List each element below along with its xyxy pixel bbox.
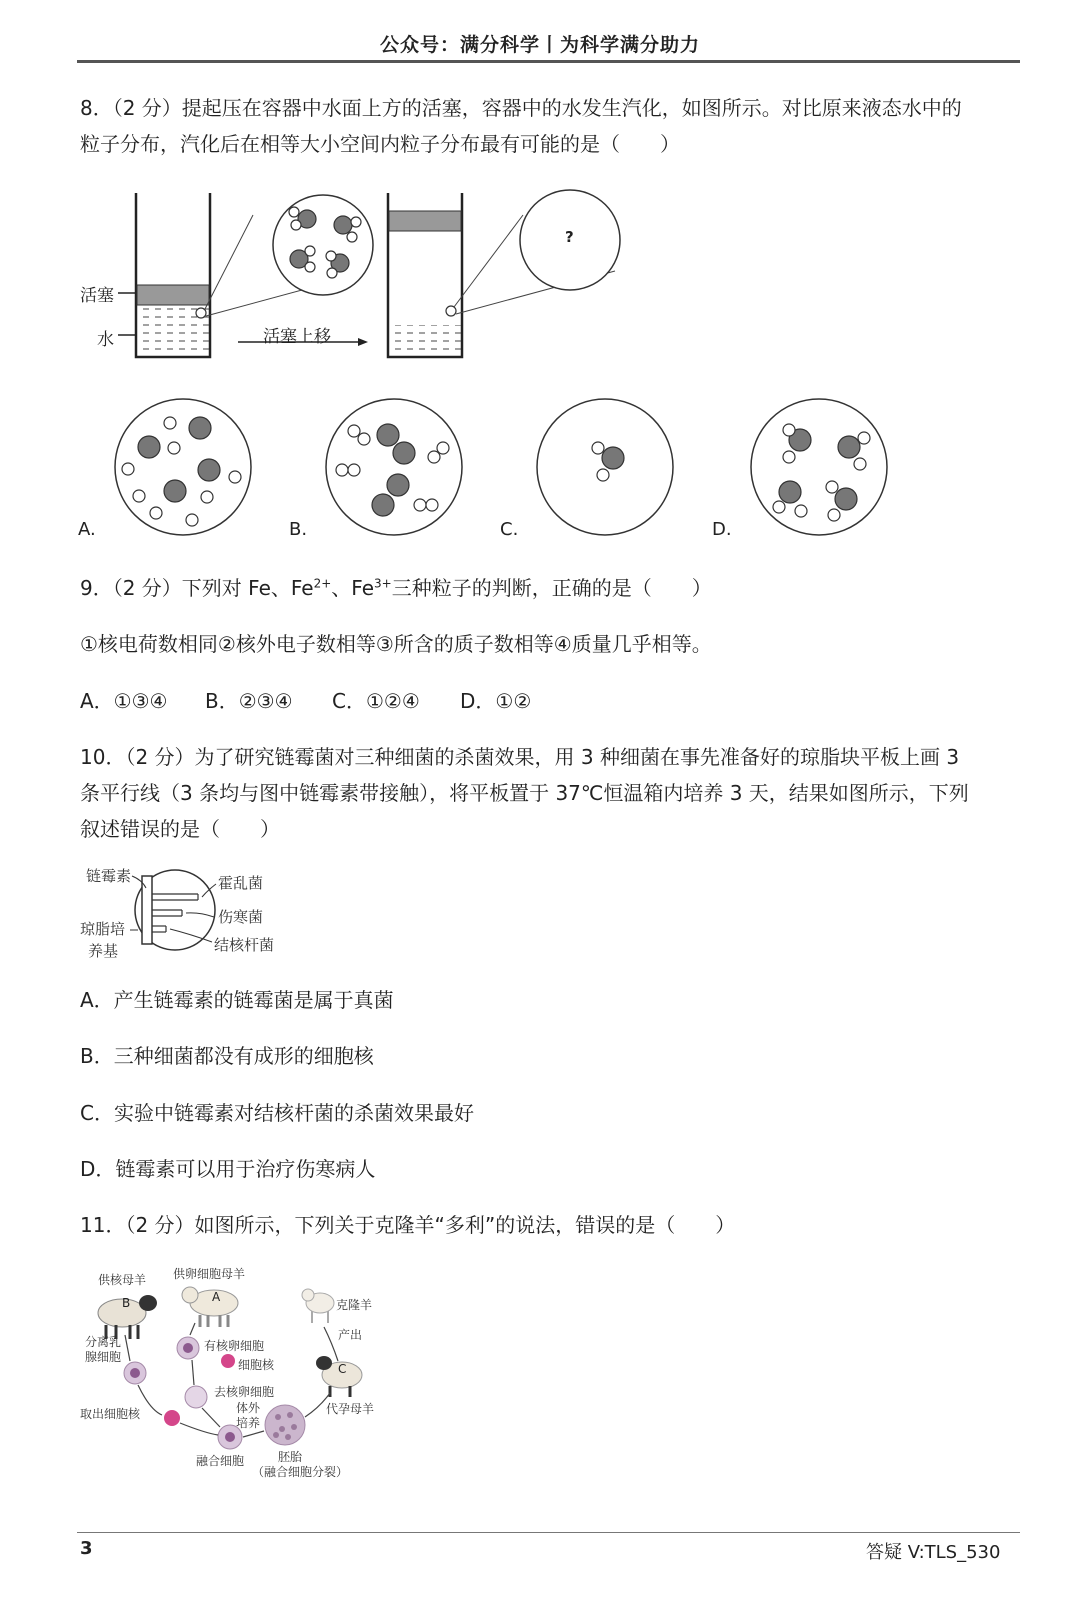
q9-stem: 9．（2 分）下列对 Fe、$Fe^{2+}$、$Fe^{3+}$三种粒子的判断，正确的是（ ） bbox=[80, 576, 712, 600]
streptomycin-label: 链霉素 bbox=[86, 867, 132, 885]
option-c-circle bbox=[537, 399, 673, 535]
mark-b: B bbox=[122, 1296, 131, 1310]
typhoid-label: 伤寒菌 bbox=[218, 908, 264, 926]
q8-option-c: C. bbox=[500, 519, 519, 540]
zoom-circle-1 bbox=[273, 195, 373, 295]
clone-sheep bbox=[302, 1289, 334, 1323]
mammary-label-1: 分离乳 bbox=[85, 1335, 122, 1349]
q11-stem: 11．（2 分）如图所示，下列关于克隆羊“多利”的说法，错误的是（ ） bbox=[80, 1213, 736, 1237]
in-vitro-label-2: 培养 bbox=[236, 1416, 261, 1430]
piston-label: 活塞 bbox=[80, 286, 114, 306]
birth-label: 产出 bbox=[338, 1328, 363, 1342]
q8-stem-line1: 8．（2 分）提起压在容器中水面上方的活塞，容器中的水发生汽化，如图所示。对比原来液态水中的 bbox=[80, 96, 962, 120]
fused-cell-label: 融合细胞 bbox=[196, 1454, 245, 1468]
agar-label-1: 琼脂培 bbox=[80, 920, 126, 938]
option-d-circle bbox=[751, 399, 887, 535]
q9-option-c: C．①②④ bbox=[332, 689, 420, 713]
cholera-label: 霍乱菌 bbox=[218, 874, 264, 892]
tb-label: 结核杆菌 bbox=[214, 936, 275, 954]
surrogate-label: 代孕母羊 bbox=[326, 1402, 375, 1416]
piston-move-label: 活塞上移 bbox=[263, 327, 331, 347]
embryo-note-label: （融合细胞分裂） bbox=[252, 1465, 349, 1479]
take-nucleus-label: 取出细胞核 bbox=[80, 1407, 141, 1421]
sheep-a bbox=[182, 1287, 238, 1327]
q8-option-a: A. bbox=[78, 519, 96, 540]
mark-a: A bbox=[212, 1290, 221, 1304]
donor-nucleus-ewe-label: 供核母羊 bbox=[98, 1273, 147, 1287]
q9-option-d: D．①② bbox=[460, 689, 532, 713]
q10-stem-line3: 叙述错误的是（ ） bbox=[80, 817, 280, 841]
option-a-circle bbox=[115, 399, 251, 535]
q8-option-b: B. bbox=[289, 519, 308, 540]
mammary-label-2: 腺细胞 bbox=[85, 1350, 122, 1364]
q10-option-a: A．产生链霉素的链霉菌是属于真菌 bbox=[80, 988, 394, 1012]
q10-option-c: C．实验中链霉素对结核杆菌的杀菌效果最好 bbox=[80, 1101, 474, 1125]
q9-option-b: B．②③④ bbox=[205, 689, 293, 713]
footer-contact: 答疑 V:TLS_530 bbox=[866, 1542, 1001, 1563]
piston-1 bbox=[137, 285, 209, 305]
q9-option-a: A．①③④ bbox=[80, 689, 168, 713]
q8-container-diagram bbox=[70, 185, 650, 375]
unknown-mark: ? bbox=[565, 228, 574, 246]
q9-statements: ①核电荷数相同②核外电子数相等③所含的质子数相等④质量几乎相等。 bbox=[80, 632, 712, 656]
water-2 bbox=[389, 325, 461, 356]
clone-sheep-label: 克隆羊 bbox=[336, 1298, 373, 1312]
q8-option-diagrams bbox=[0, 395, 1080, 540]
header-divider bbox=[77, 60, 1020, 63]
page-header-title: 公众号：满分科学丨为科学满分助力 bbox=[379, 34, 700, 56]
q10-option-b: B．三种细菌都没有成形的细胞核 bbox=[80, 1044, 374, 1068]
q10-option-d: D．链霉素可以用于治疗伤寒病人 bbox=[80, 1157, 376, 1181]
footer-divider bbox=[77, 1532, 1020, 1533]
q8-option-d: D. bbox=[712, 519, 732, 540]
piston-2 bbox=[389, 211, 461, 231]
embryo-label: 胚胎 bbox=[278, 1450, 303, 1464]
page-number: 3 bbox=[80, 1538, 93, 1559]
q10-stem-line2: 条平行线（3 条均与图中链霉素带接触），将平板置于 37℃恒温箱内培养 3 天，结果如图所示，下列 bbox=[80, 781, 969, 805]
donor-egg-ewe-label: 供卵细胞母羊 bbox=[173, 1267, 246, 1281]
nucleated-egg-label: 有核卵细胞 bbox=[204, 1339, 265, 1353]
cell-nucleus-label: 细胞核 bbox=[238, 1358, 275, 1372]
water-1 bbox=[137, 305, 209, 356]
q10-stem-line1: 10．（2 分）为了研究链霉菌对三种细菌的杀菌效果，用 3 种细菌在事先准备好的琼脂块平板上画 3 bbox=[80, 745, 960, 769]
q8-stem-line2: 粒子分布，汽化后在相等大小空间内粒子分布最有可能的是（ ） bbox=[80, 132, 680, 156]
water-label: 水 bbox=[97, 330, 114, 350]
in-vitro-label-1: 体外 bbox=[236, 1401, 261, 1415]
mark-c: C bbox=[338, 1362, 347, 1376]
agar-label-2: 养基 bbox=[88, 942, 119, 960]
enucleated-egg-label: 去核卵细胞 bbox=[214, 1385, 275, 1399]
